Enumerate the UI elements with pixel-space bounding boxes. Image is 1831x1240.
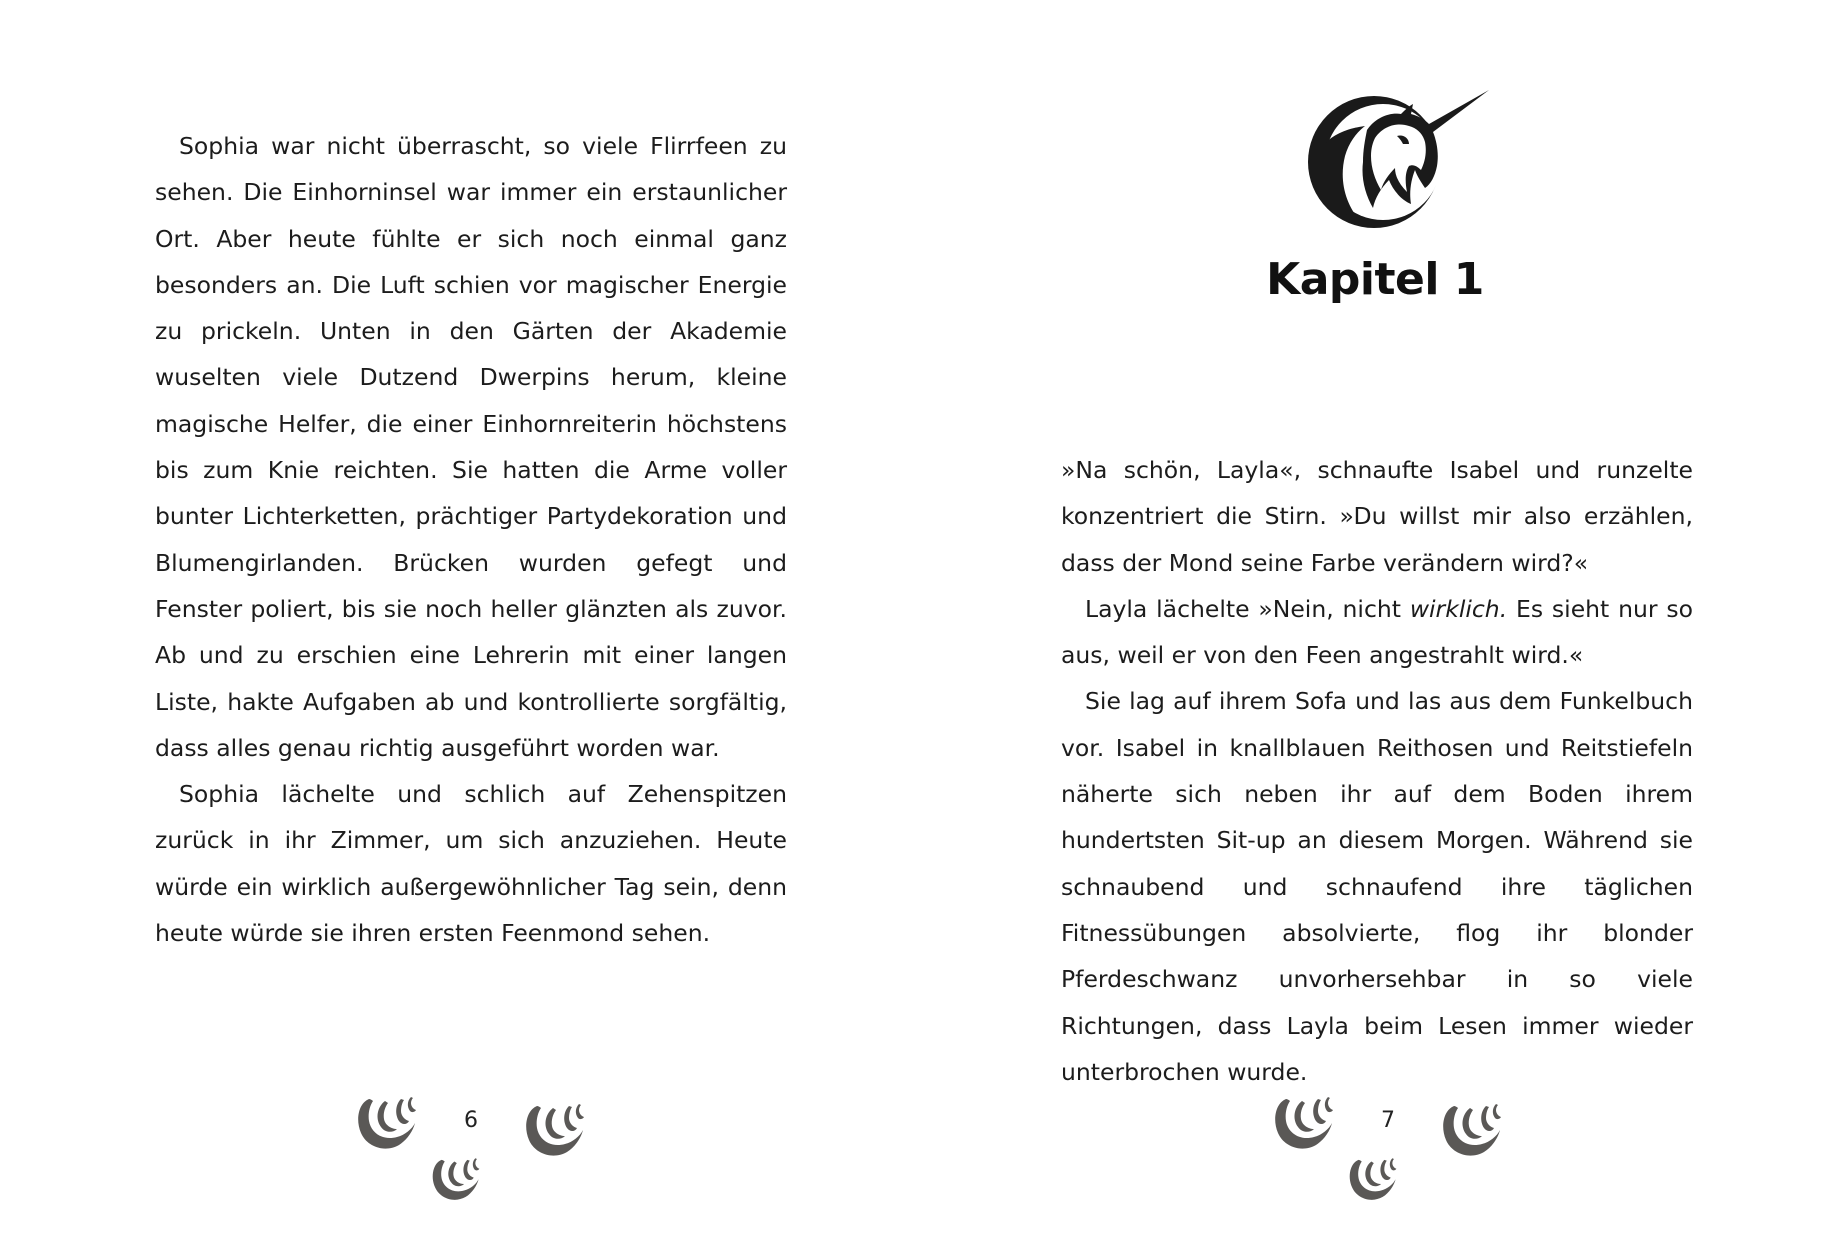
swirl-flourish-icon [430, 1155, 482, 1205]
swirl-flourish-icon [1272, 1093, 1336, 1155]
paragraph-text: Es sieht nur so aus, weil er von den Feen angestrahlt wird.« [1061, 594, 1693, 670]
paragraph [1061, 586, 1693, 679]
paragraph-text: Layla lächelte »Nein, nicht [1085, 594, 1410, 623]
swirl-flourish-icon [1347, 1155, 1399, 1205]
paragraph: Sie lag auf ihrem Sofa und las aus dem Funkelbuch vor. Isabel in knallblauen Reithosen und Reitstiefeln näherte sich neben ihr auf dem Boden ihrem hundertsten Sit-up an diesem Morgen. Während sie schnaubend und schnaufend ihre täglichen Fitnessübungen absolvierte, flog ihr blonder Pferdeschwanz unvorhersehbar in so viele Richtungen, dass Layla beim Lesen immer wieder unterbrochen wurde. [1061, 687, 1693, 1086]
swirl-flourish-icon [1440, 1100, 1504, 1162]
left-page-text [155, 123, 787, 956]
right-page [915, 0, 1831, 1240]
paragraph: »Na schön, Layla«, schnaufte Isabel und runzelte konzentriert die Stirn. »Du willst mir also erzählen, dass der Mond seine Farbe verändern wird?« [1061, 456, 1693, 577]
swirl-flourish-icon [355, 1093, 419, 1155]
swirl-flourish-icon [523, 1100, 587, 1162]
chapter-title: Kapitel 1 [1266, 254, 1484, 305]
right-page-text [1061, 447, 1693, 1095]
emphasized-word: wirklich. [1409, 594, 1508, 623]
unicorn-emblem-icon [1305, 84, 1495, 234]
paragraph: Sophia lächelte und schlich auf Zehenspitzen zurück in ihr Zimmer, um sich anzuziehen. Heute würde ein wirklich außergewöhnlicher Tag sein, denn heute würde sie ihren ersten Feenmond sehen. [155, 780, 787, 948]
paragraph: Sophia war nicht überrascht, so viele Flirrfeen zu sehen. Die Einhorninsel war immer ein erstaunlicher Ort. Aber heute fühlte er sich noch einmal ganz besonders an. Die Luft schien vor magischer Energie zu prickeln. Unten in den Gärten der Akademie wuselten viele Dutzend Dwerpins herum, kleine magische Helfer, die einer Einhornreiterin höchstens bis zum Knie reichten. Sie hatten die Arme voller bunter Lichterketten, prächtiger Partydekoration und Blumengirlanden. Brücken wurden gefegt und Fenster poliert, bis sie noch heller glänzten als zuvor. Ab und zu erschien eine Lehrerin mit einer langen Liste, hakte Aufgaben ab und kontrollierte sorgfältig, dass alles genau richtig ausgeführt worden war. [155, 132, 787, 762]
left-page [0, 0, 915, 1240]
page-number: 7 [1381, 1108, 1395, 1133]
page-number: 6 [464, 1108, 478, 1133]
